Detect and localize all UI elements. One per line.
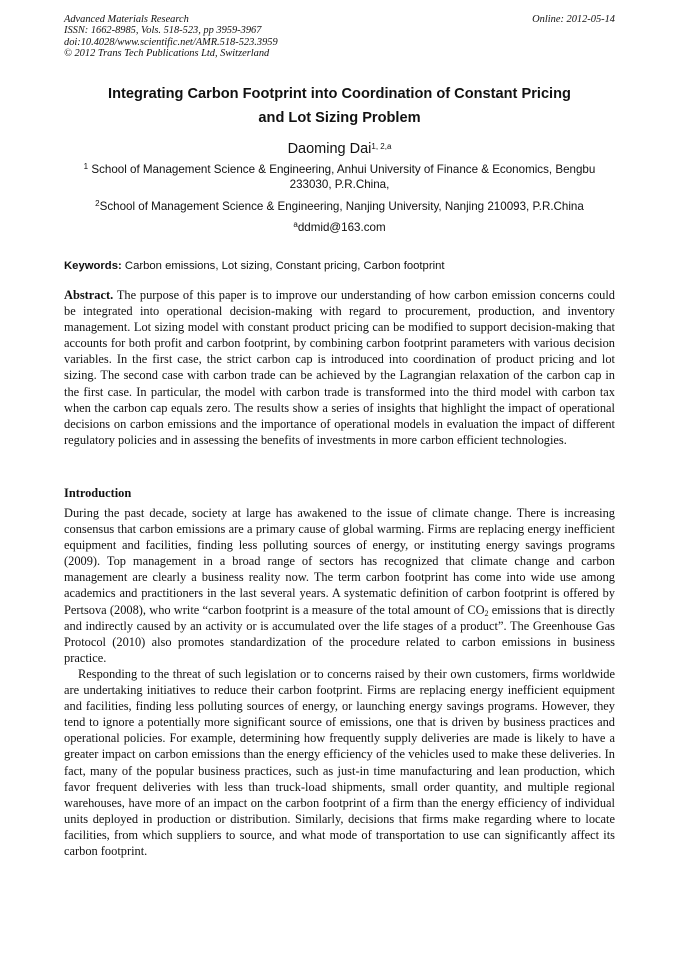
email-mark: a xyxy=(293,220,298,229)
author-email xyxy=(64,221,615,236)
journal-doi: doi:10.4028/www.scientific.net/AMR.518-523.3959 xyxy=(64,36,278,48)
keywords-label: Keywords: xyxy=(64,260,122,272)
online-date: Online: 2012-05-14 xyxy=(532,14,615,25)
introduction-paragraph-1 xyxy=(64,505,615,666)
paper-title-line-1: Integrating Carbon Footprint into Coordination of Constant Pricing xyxy=(108,86,571,102)
keywords-text: Carbon emissions, Lot sizing, Constant pricing, Carbon footprint xyxy=(124,260,445,272)
journal-header xyxy=(64,14,615,60)
affiliation-1 xyxy=(64,163,615,192)
introduction-body xyxy=(64,505,615,859)
affiliation-1-mark: 1 xyxy=(83,162,89,171)
abstract xyxy=(64,287,615,448)
journal-copyright: © 2012 Trans Tech Publications Ltd, Switzerland xyxy=(64,48,270,60)
abstract-text: The purpose of this paper is to improve our understanding of how carbon emission concerns could be integrated into operational decision-making with regard to procurement, production, and inventory management. Lot sizing model with constant product pricing can be modified to support decision-making that accounts for both profit and carbon footprint, by combining carbon footprint parameters with various decision variables. In the first case, the strict carbon cap is introduced into coordination of product pricing and lot sizing. The second case with carbon trade can be achieved by the Lagrangian relaxation of the carbon cap in the first case. In particular, the model with carbon trade is transformed into the third model with carbon tax when the carbon cap equals zero. The results show a series of insights that highlight the impact of operational decisions on carbon emissions and the importance of operational models in evaluation the impact of different regulatory policies and in assessing the benefits of investments in more carbon efficient technologies. xyxy=(64,288,616,447)
introduction-heading: Introduction xyxy=(64,486,132,500)
email-address: ddmid@163.com xyxy=(297,221,386,234)
keywords xyxy=(64,259,615,273)
introduction-paragraph-2: Responding to the threat of such legislation or to concerns raised by their own customers, firms worldwide are undertaking initiatives to reduce their carbon footprint. Firms are replacing energy inefficient equipment and facilities, finding less polluting sources of energy, or launching energy savings programs. However, they tend to ignore a potentially more significant source of emissions, one that is driven by business practices and operational policies. For example, determining how frequently supply deliveries are made is likely to have a greater impact on carbon emissions than the energy efficiency of the vehicles used to make these deliveries. In fact, many of the popular business practices, such as just-in time manufacturing and lean production, which favor frequent deliveries with less than truck-load shipments, small order quantity, and multiple regional warehouses, have more of an impact on the carbon footprint of a firm than the energy efficiency of individual units deployed in production or distribution. Similarly, decisions that firms make regarding where to locate facilities, from which suppliers to source, and what mode of transportation to use can significantly affect its carbon footprint. xyxy=(64,666,615,858)
author-name: Daoming Dai xyxy=(287,141,372,157)
affiliation-2-text: School of Management Science & Engineering, Nanjing University, Nanjing 210093, P.R.China xyxy=(99,200,584,213)
co2-subscript: 2 xyxy=(484,608,489,618)
paragraph-1-part-2: emissions that is directly and indirectly caused by an activity or is accumulated over the life stages of a product”. The Greenhouse Gas Protocol (2010) also promotes standardization of the procedure related to carbon emissions in business practice. xyxy=(64,602,615,665)
affiliation-2-mark: 2 xyxy=(95,199,100,208)
paragraph-1-part-1: During the past decade, society at large has awakened to the issue of climate change. There is increasing consensus that carbon emissions are a primary cause of global warming. Firms are replacing energy inefficient equipment and facilities, finding less polluting sources of energy, or instituting energy savings programs (2009). Top management in a broad range of sectors has recognized that climate change and carbon management are clearly a business reality now. The term carbon footprint has come into wide use among academics and practitioners in the last several years. A systematic definition of carbon footprint is offered by Pertsova (2008), who write “carbon footprint is a measure of the total amount of CO xyxy=(64,506,615,617)
author-affiliation-marks: 1, 2,a xyxy=(371,142,392,151)
journal-issn: ISSN: 1662-8985, Vols. 518-523, pp 3959-3967 xyxy=(64,25,262,37)
author-line xyxy=(64,139,615,159)
paper-title xyxy=(64,82,615,130)
affiliation-2 xyxy=(64,200,615,215)
abstract-label: Abstract. xyxy=(64,288,114,302)
affiliation-1-text: School of Management Science & Engineering, Anhui University of Finance & Economics, Bengbu 233030, P.R.China, xyxy=(91,163,596,191)
paper-title-line-2: and Lot Sizing Problem xyxy=(258,110,421,126)
journal-name: Advanced Materials Research xyxy=(64,14,189,25)
